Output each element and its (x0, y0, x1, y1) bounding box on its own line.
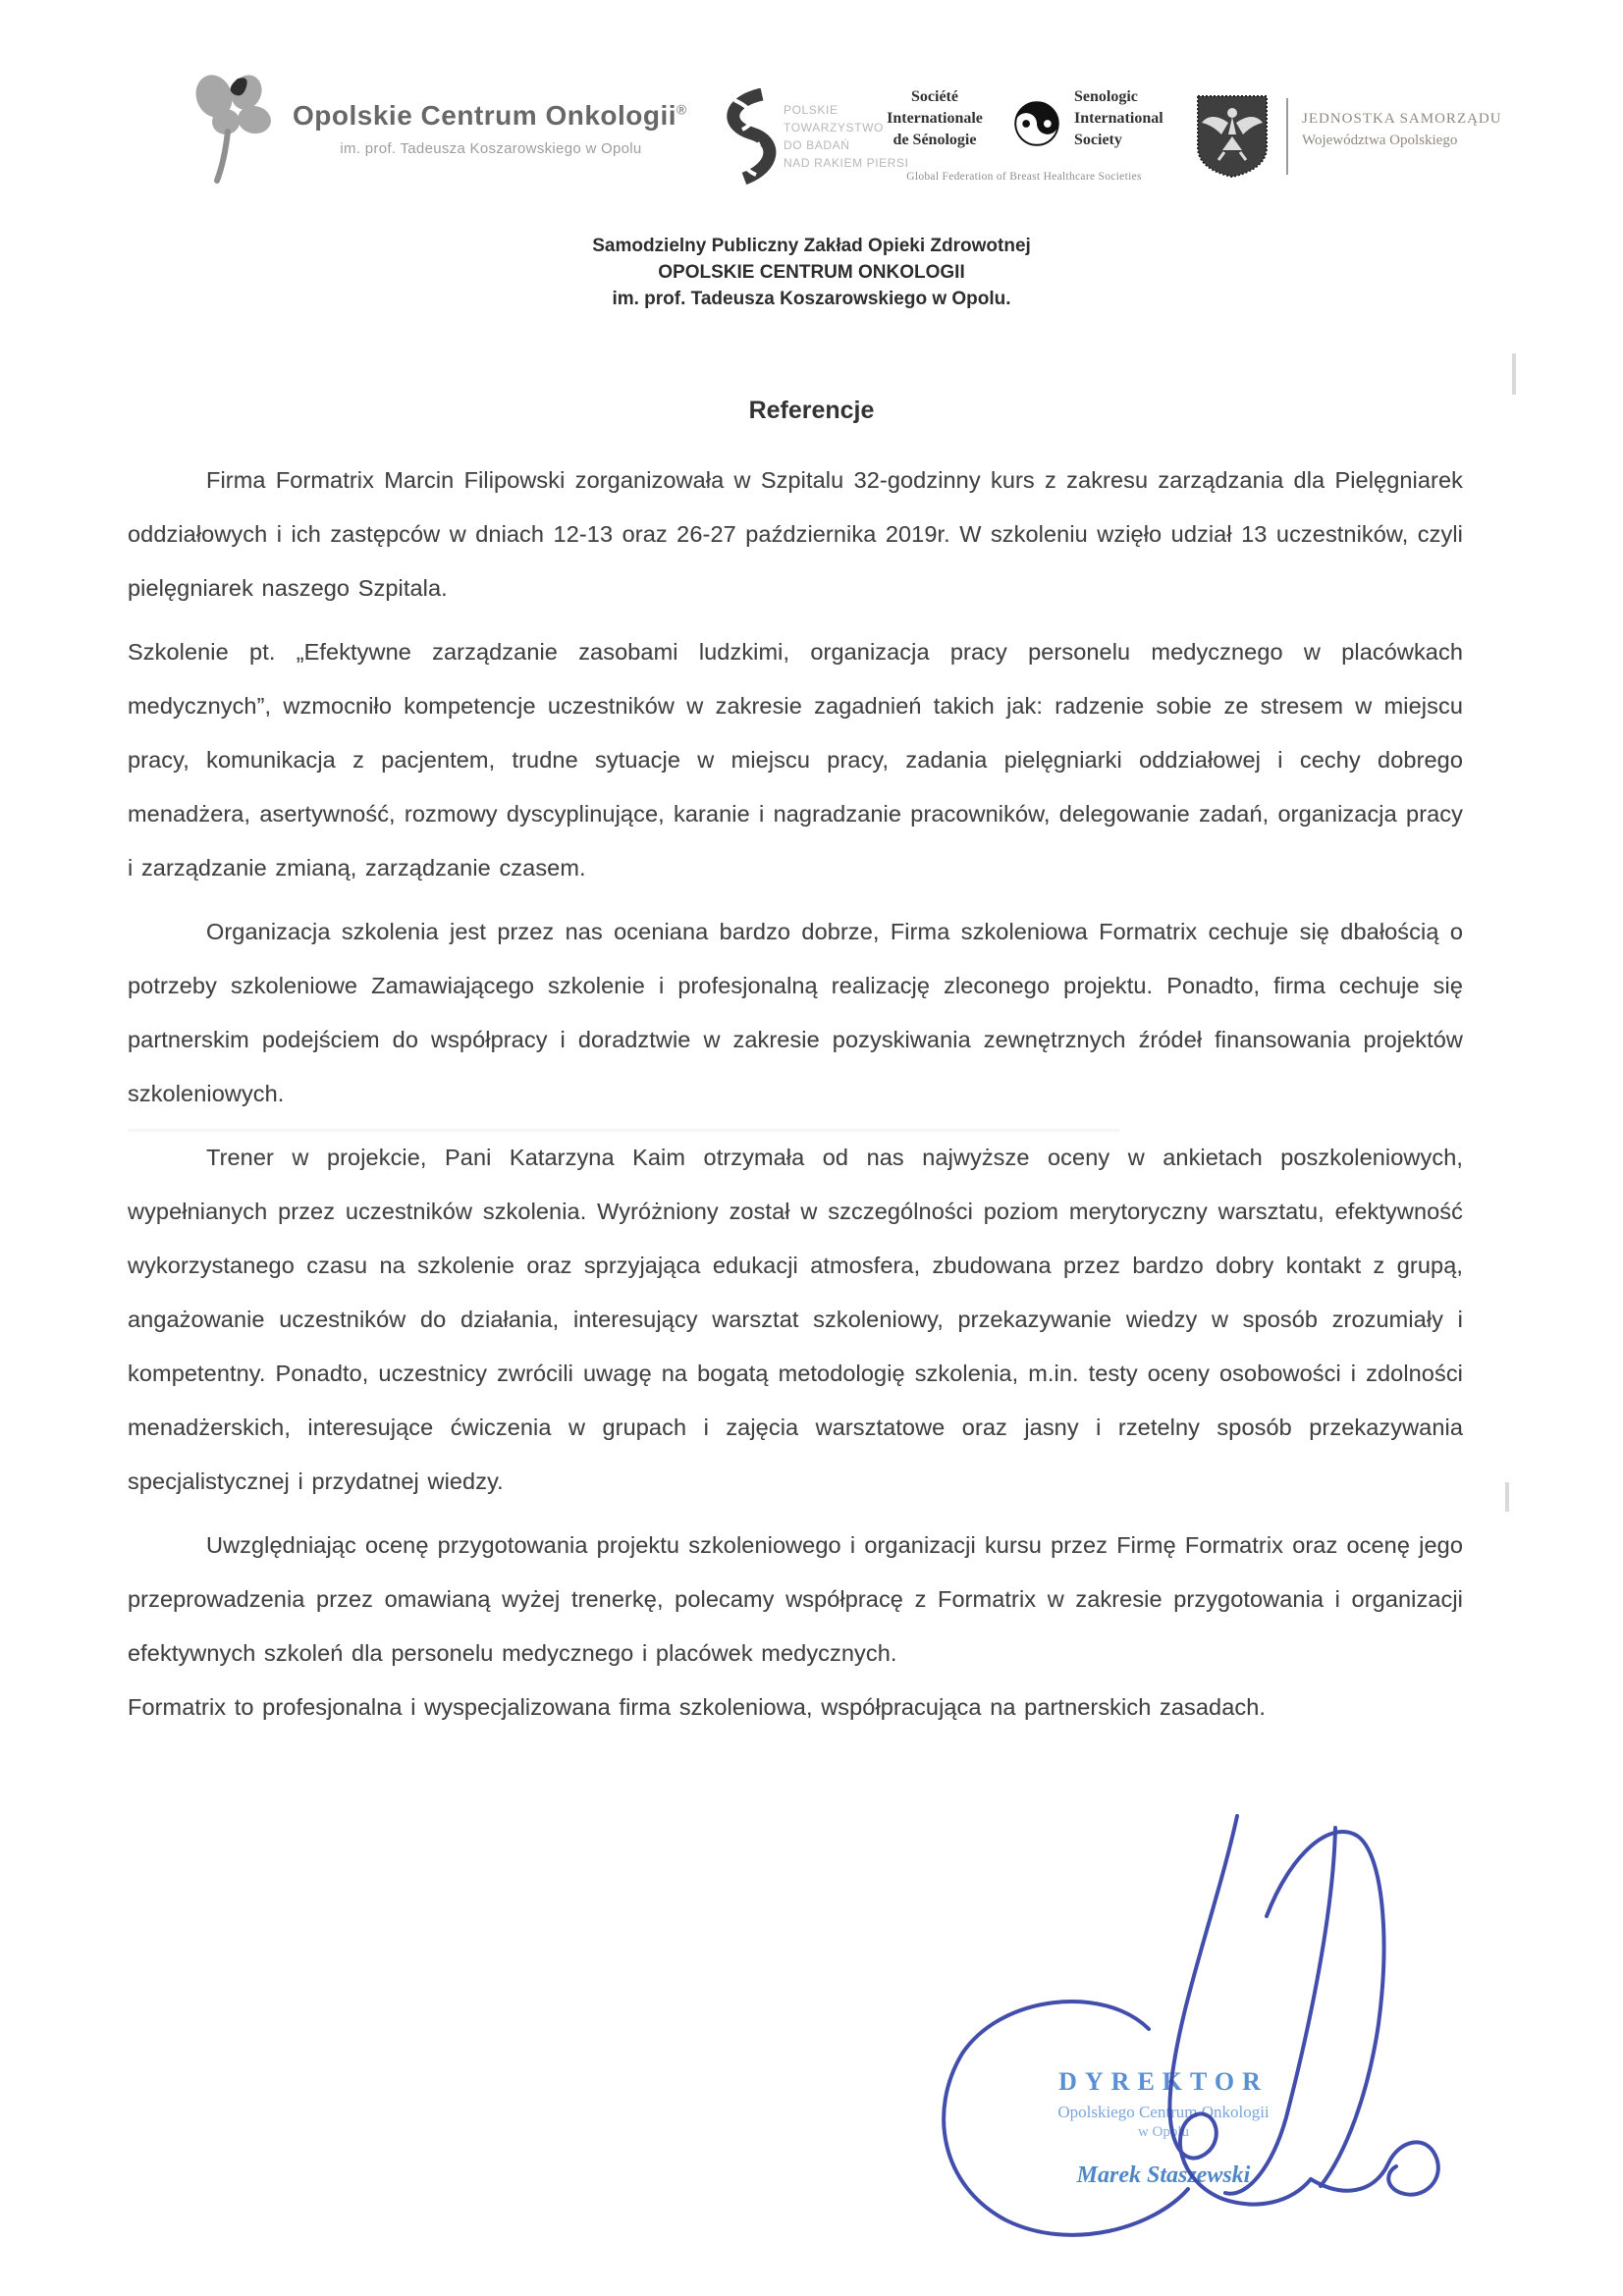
flower-logo-icon (182, 59, 280, 185)
region-line1: JEDNOSTKA SAMORZĄDU (1302, 111, 1502, 127)
paragraph-6: Formatrix to profesjonalna i wyspecjalizowana firma szkoleniowa, współpracująca na partnerskich zasadach. (128, 1694, 1267, 1720)
paragraph-5: Uwzględniając ocenę przygotowania projektu szkoleniowego i organizacji kursu przez Firmę Formatrix oraz ocenę jego przeprowadzenia przez omawianą wyżej trenerkę, polecamy współpracę z Formatrix w zakresie przygotowania i organizacji efektywnych szkoleń dla personelu medycznego i placówek medycznych. (128, 1532, 1463, 1666)
sis-left-line2: Internationale (887, 110, 983, 127)
paragraph-2: Szkolenie pt. „Efektywne zarządzanie zasobami ludzkimi, organizacja pracy personelu medycznego w placówkach medycznych”, wzmocniło kompetencje uczestników w zakresie zagadnień takich jak: radzenie sobie ze stresem w miejscu pracy, komunikacja z pacjentem, trudne sytuacje w miejscu pracy, zadania pielęgniarki oddziałowej i cechy dobrego menadżera, asertywność, rozmowy dyscyplinujące, karanie i nagradzanie pracowników, delegowanie zadań, organizacja pracy i zarządzanie zmianą, zarządzanie czasem. (128, 639, 1463, 881)
ptbrp-line4: NAD RAKIEM PIERSI (784, 156, 909, 170)
address-line2: OPOLSKIE CENTRUM ONKOLOGII (658, 262, 965, 283)
dna-ribbon-icon (713, 88, 778, 187)
region-line2: Województwa Opolskiego (1302, 133, 1458, 148)
letter-body (128, 454, 1463, 1735)
org-name (293, 100, 705, 132)
scan-artifact-mark (1505, 1482, 1509, 1512)
sis-left-line3: de Sénologie (893, 132, 977, 148)
registered-mark: ® (676, 101, 687, 118)
sis-right-line3: Society (1074, 132, 1122, 148)
paragraph-4: Trener w projekcie, Pani Katarzyna Kaim otrzymała od nas najwyższe oceny w ankietach poszkoleniowych, wypełnianych przez uczestników szkolenia. Wyróżniony został w szczególności poziom merytoryczny warsztatu, efektywność wykorzystanego czasu na szkolenie oraz sprzyjająca edukacji atmosfera, zbudowana przez bardzo dobry kontakt z grupą, angażowanie uczestników do działania, interesujący warsztat szkoleniowy, przekazywanie wiedzy w sposób zrozumiały i kompetentny. Ponadto, uczestnicy zwrócili uwagę na bogatą metodologię szkolenia, m.in. testy oceny osobowości i zdolności menadżerskich, interesujące ćwiczenia w grupach i zajęcia warsztatowe oraz jasny i rzetelny sposób przekazywania specjalistycznej i przydatnej wiedzy. (128, 1145, 1463, 1494)
yin-yang-icon (1005, 92, 1068, 155)
sis-right-line1: Senologic (1074, 88, 1138, 105)
ptbrp-line3: DO BADAŃ (784, 138, 850, 152)
scan-streak (128, 1129, 1119, 1132)
eagle-crest-icon (1194, 93, 1271, 180)
sis-name-english (1074, 86, 1202, 151)
sis-left-line1: Société (911, 88, 958, 105)
address-line3: im. prof. Tadeusza Koszarowskiego w Opolu. (612, 289, 1011, 309)
stamp-director-name: Marek Staszewski (1076, 2163, 1251, 2188)
paragraph-3: Organizacja szkolenia jest przez nas oceniana bardzo dobrze, Firma szkoleniowa Formatrix cechuje się dbałością o potrzeby szkoleniowe Zamawiającego szkolenie i profesjonalną realizację zleconego projektu. Ponadto, firma cechuje się partnerskim podejściem do współpracy i doradztwie w zakresie pozyskiwania zewnętrznych źródeł finansowania projektów szkoleniowych. (128, 919, 1463, 1106)
scan-artifact-mark (1512, 353, 1516, 395)
ptbrp-line1: POLSKIE (784, 103, 839, 117)
stamp-title: DYREKTOR (1058, 2067, 1269, 2096)
ptbrp-line2: TOWARZYSTWO (784, 121, 884, 134)
address-block (0, 233, 1623, 312)
document-title: Referencje (748, 397, 875, 424)
stamp-org: Opolskiego Centrum Onkologii (1057, 2103, 1270, 2121)
org-subtitle: im. prof. Tadeusza Koszarowskiego w Opolu (340, 140, 642, 157)
sis-footnote: Global Federation of Breast Healthcare Societies (906, 171, 1142, 183)
sis-name-french (868, 86, 1001, 151)
handwritten-signature (913, 1808, 1463, 2255)
address-line1: Samodzielny Publiczny Zakład Opieki Zdrowotnej (592, 236, 1031, 256)
paragraph-1: Firma Formatrix Marcin Filipowski zorganizowała w Szpitalu 32-godzinny kurs z zakresu zarządzania dla Pielęgniarek oddziałowych i ich zastępców w dniach 12-13 oraz 26-27 października 2019r. W szkoleniu wzięło udział 13 uczestników, czyli pielęgniarek naszego Szpitala. (128, 467, 1463, 601)
region-label (1302, 108, 1538, 151)
org-name-text: Opolskie Centrum Onkologii (293, 100, 677, 131)
sis-right-line2: International (1074, 110, 1163, 127)
stamp-city: w Opolu (1137, 2124, 1190, 2140)
header-divider (1286, 98, 1288, 175)
signature-ink-icon (913, 1808, 1463, 2255)
